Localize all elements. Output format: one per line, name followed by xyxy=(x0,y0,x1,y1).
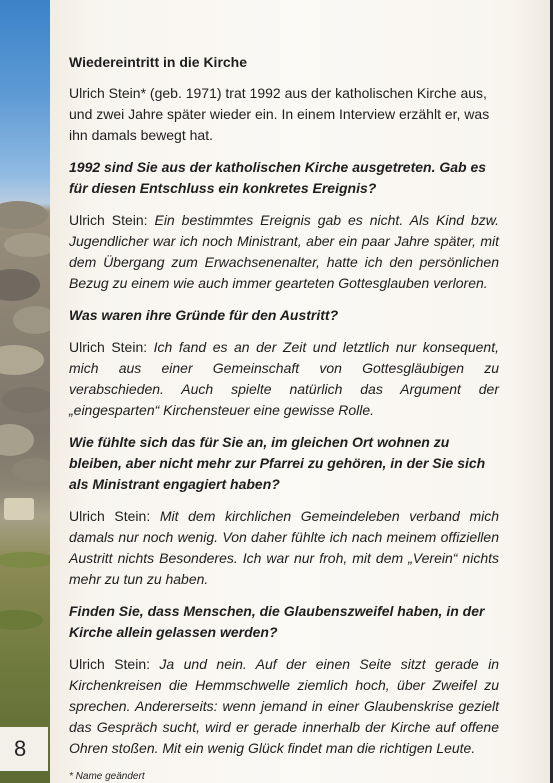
stone-wall-photo xyxy=(0,0,50,783)
answer-text: Ein bestimmtes Ereignis gab es nicht. Als Kind bzw. Jugendlicher war ich noch Ministrant, aber ein paar Jahre später, mit dem Übergang zum Erwachsenenalter, hatte ich den persönlichen Bezug zu einem wie auch immer gearteten Gottesglauben verloren. xyxy=(69,212,500,291)
interview-answer xyxy=(69,506,499,590)
page-number: 8 xyxy=(14,736,27,761)
answer-text: Mit dem kirchlichen Gemeindeleben verband mich damals nur noch wenig. Von daher fühlte ich nach meinem offiziellen Austritt nichts Besonderes. Ich war nur froh, mit dem „Verein“ nichts mehr zu tun zu haben. xyxy=(69,508,500,587)
interview-question: Wie fühlte sich das für Sie an, im gleichen Ort wohnen zu bleiben, aber nicht mehr zur Pfarrei zu gehören, in der Sie sich als Ministrant engagiert haben? xyxy=(69,434,486,492)
article-intro: Ulrich Stein* (geb. 1971) trat 1992 aus der katholischen Kirche aus, und zwei Jahre später wieder ein. In einem Interview erzählt er, was ihn damals bewegt hat. xyxy=(69,85,490,143)
speaker-label: Ulrich Stein: xyxy=(69,212,148,228)
interview-question: 1992 sind Sie aus der katholischen Kirche ausgetreten. Gab es für diesen Entschluss ein konkretes Ereignis? xyxy=(69,159,487,196)
interview-question: Finden Sie, dass Menschen, die Glaubenszweifel haben, in der Kirche allein gelassen werden? xyxy=(69,603,485,640)
answer-text: Ja und nein. Auf der einen Seite sitzt gerade in Kirchenkreisen die Hemmschwelle ziemlich hoch, über Zweifel zu sprechen. Andererseits: wenn jemand in einer Glaubenskrise gezielt das Gespräch sucht, wird er gerade innerhalb der Kirche auf offene Ohren stoßen. Mit ein wenig Glück findet man die richtigen Leute. xyxy=(69,656,499,756)
article-body xyxy=(69,53,499,783)
interview-answer xyxy=(69,210,499,294)
answer-text: Ich fand es an der Zeit und letztlich nur konsequent, mich aus einer Gemeinschaft von Gottesgläubigen zu verabschieden. Auch spielte natürlich das Argument der „eingesparten“ Kirchensteuer eine gewisse Rolle. xyxy=(69,339,499,418)
speaker-label: Ulrich Stein: xyxy=(69,508,151,524)
footnote: * Name geändert xyxy=(69,771,145,782)
interview-answer xyxy=(69,654,499,759)
speaker-label: Ulrich Stein: xyxy=(69,339,148,355)
article-title: Wiedereintritt in die Kirche xyxy=(69,54,248,70)
interview-question: Was waren ihre Gründe für den Austritt? xyxy=(69,307,339,323)
speaker-label: Ulrich Stein: xyxy=(69,656,150,672)
interview-answer xyxy=(69,337,499,421)
